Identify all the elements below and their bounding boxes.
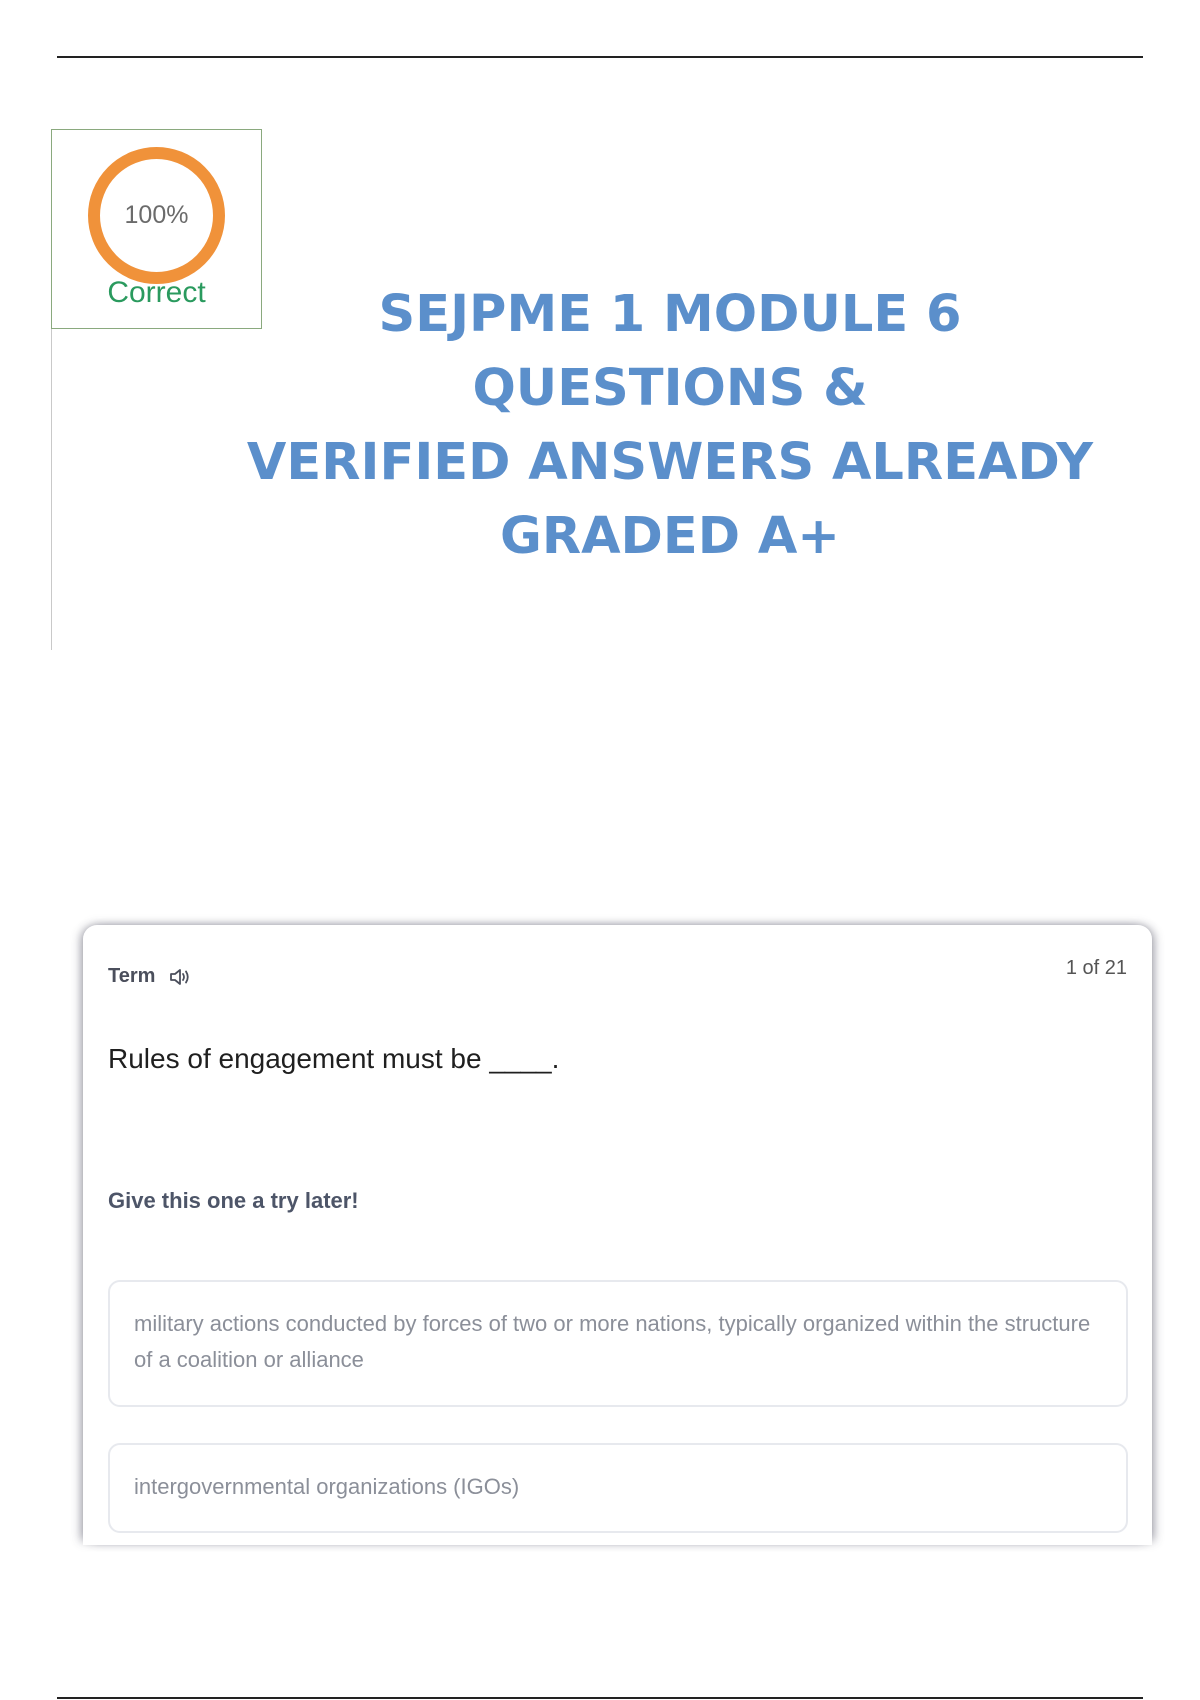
title-line-1: SEJPME 1 MODULE 6 [378,285,962,344]
score-ring [88,147,225,284]
hint-text: Give this one a try later! [108,1188,359,1213]
answer-option-2[interactable]: intergovernmental organizations (IGOs) [108,1443,1128,1533]
left-border-line [51,329,52,650]
title-line-2: QUESTIONS & [472,359,868,418]
score-status: Correct [107,276,206,309]
question-text: Rules of engagement must be ____. [108,1043,560,1074]
top-divider [57,56,1143,58]
term-header [108,965,191,988]
bottom-divider [57,1697,1143,1699]
title-line-4: GRADED A+ [499,507,841,566]
title-line-3: VERIFIED ANSWERS ALREADY [246,433,1094,492]
score-percent: 100% [124,201,189,229]
document-title [190,278,1150,574]
card-counter: 1 of 21 [1065,957,1127,979]
answer-option-1[interactable]: military actions conducted by forces of two or more nations, typically organized within the structure of a coalition or alliance [108,1280,1128,1407]
term-label: Term [108,965,156,987]
speaker-icon[interactable] [169,967,191,987]
flashcard [83,925,1152,1545]
